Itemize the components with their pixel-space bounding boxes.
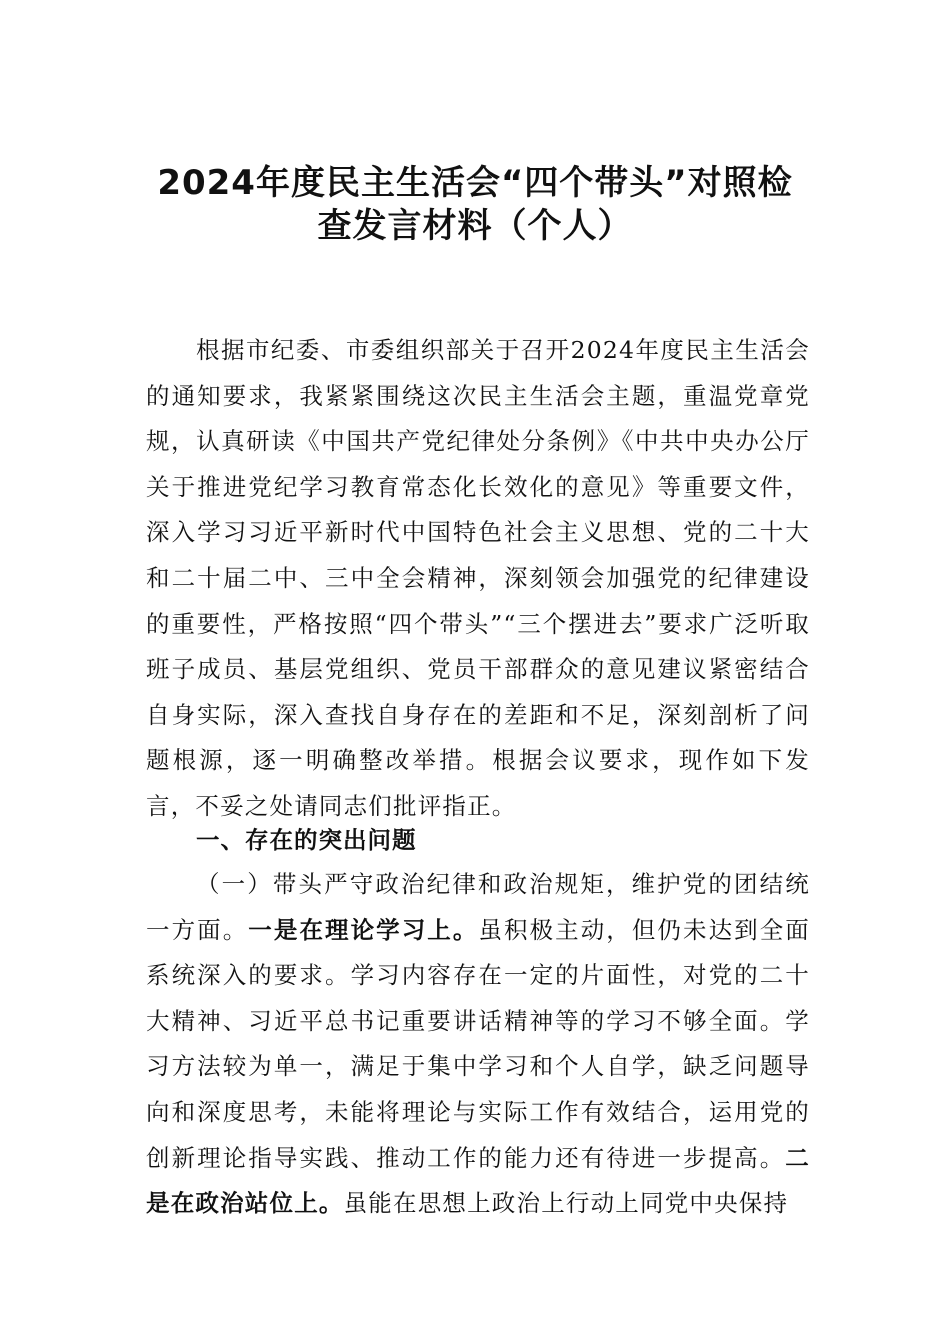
intro-paragraph: 根据市纪委、市委组织部关于召开2024年度民主生活会的通知要求，我紧紧围绕这次民主生活会主题，重温党章党规，认真研读《中国共产党纪律处分条例》《中共中央办公厅关于推进党纪学习教育常态化长效化的意见》等重要文件，深入学习习近平新时代中国特色社会主义思想、党的二十大和二十届二中、三中全会精神，深刻领会加强党的纪律建设的重要性，严格按照“四个带头”“三个摆进去”要求广泛听取班子成员、基层党组织、党员干部群众的意见建议紧密结合自身实际，深入查找自身存在的差距和不足，深刻剖析了问题根源，逐一明确整改举措。根据会议要求，现作如下发言，不妥之处请同志们批评指正。 xyxy=(146,336,810,820)
document-title-line-1: 2024年度民主生活会“四个带头”对照检 xyxy=(157,163,793,203)
section-paragraph-political-discipline xyxy=(146,862,810,1227)
section-heading-problems: 一、存在的突出问题 xyxy=(196,826,417,854)
point-text-theory-study: 虽积极主动，但仍未达到全面系统深入的要求。学习内容存在一定的片面性，对党的二十大精神、习近平总书记重要讲话精神等的学习不够全面。学习方法较为单一，满足于集中学习和个人自学，缺乏问题导向和深度思考，未能将理论与实际工作有效结合，运用党的创新理论指导实践、推动工作的能力还有待进一步提高。 xyxy=(146,915,810,1172)
point-lead-political-stance: 二是在政治站位上。 xyxy=(146,1143,810,1218)
point-text-political-stance: 虽能在思想上政治上行动上同党中央保持 xyxy=(343,1189,789,1218)
subsection-heading: （一）带头严守政治纪律和政治规矩，维护党的团结统一方面。 xyxy=(146,870,810,944)
document-title-line-2: 查发言材料（个人） xyxy=(317,206,633,246)
point-lead-theory-study: 一是在理论学习上。 xyxy=(248,915,479,944)
